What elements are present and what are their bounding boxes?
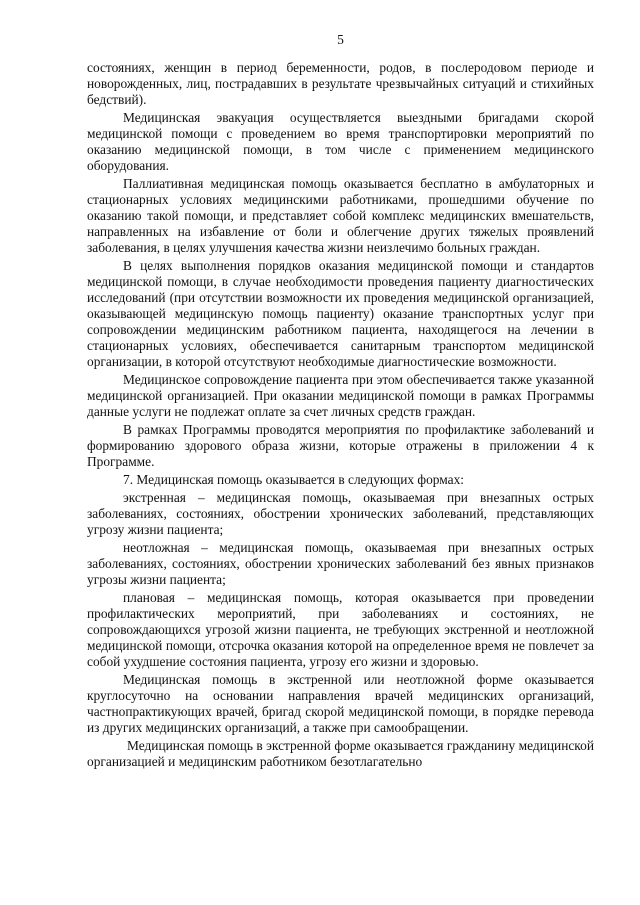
paragraph-urgent-form: неотложная – медицинская помощь, оказываемая при внезапных острых заболеваниях, состояниях, обострении хронических заболеваний без явных признаков угрозы жизни пациента;	[87, 540, 594, 587]
paragraph-forms-heading: 7. Медицинская помощь оказывается в следующих формах:	[123, 472, 465, 487]
paragraph-palliative-care: Паллиативная медицинская помощь оказывается бесплатно в амбулаторных и стационарных условиях медицинскими работниками, прошедшими обучение по оказанию такой помощи, и представляет собой комплекс медицинских вмешательств, направленных на избавление от боли и облегчение других тяжелых проявлений заболевания, в целях улучшения качества жизни неизлечимо больных граждан.	[87, 176, 594, 255]
document-body	[87, 60, 594, 770]
paragraph-emergency-form: экстренная – медицинская помощь, оказываемая при внезапных острых заболеваниях, состояниях, обострении хронических заболеваний, представляющих угрозу жизни пациента;	[87, 490, 594, 537]
paragraph-medical-escort: Медицинское сопровождение пациента при этом обеспечивается также указанной медицинской организацией. При оказании медицинской помощи в рамках Программы данные услуги не подлежат оплате за счет личных средств граждан.	[87, 372, 594, 419]
paragraph-emergency-provision: Медицинская помощь в экстренной форме оказывается гражданину медицинской организацией и медицинским работником безотлагательно	[87, 738, 594, 769]
paragraph-prevention: В рамках Программы проводятся мероприятия по профилактике заболеваний и формированию здорового образа жизни, которые отражены в приложении 4 к Программе.	[87, 422, 594, 469]
paragraph-round-the-clock: Медицинская помощь в экстренной или неотложной форме оказывается круглосуточно на основании направления врачей медицинских организаций, частнопрактикующих врачей, бригад скорой медицинской помощи, в порядке перевода из других медицинских организаций, а также при самообращении.	[87, 672, 594, 735]
page-number: 5	[337, 32, 344, 47]
paragraph-medical-evacuation: Медицинская эвакуация осуществляется выездными бригадами скорой медицинской помощи с проведением во время транспортировки мероприятий по оказанию медицинской помощи, в том числе с применением медицинского оборудования.	[87, 110, 594, 173]
paragraph-planned-form: плановая – медицинская помощь, которая оказывается при проведении профилактических мероприятий, при заболеваниях и состояниях, не сопровождающихся угрозой жизни пациента, не требующих экстренной и неотложной медицинской помощи, отсрочка оказания которой на определенное время не повлечет за собой ухудшение состояния пациента, угрозу его жизни и здоровью.	[87, 590, 594, 669]
paragraph-transport-services: В целях выполнения порядков оказания медицинской помощи и стандартов медицинской помощи, в случае необходимости проведения пациенту диагностических исследований (при отсутствии возможности их проведения медицинской организацией, оказывающей медицинскую помощь пациенту) оказание транспортных услуг при сопровождении медицинским работником пациента, находящегося на лечении в стационарных условиях, обеспечивается санитарным транспортом медицинской организации, в которой отсутствуют необходимые диагностические возможности.	[87, 258, 594, 369]
paragraph-continuation: состояниях, женщин в период беременности, родов, в послеродовом периоде и новорожденных, лиц, пострадавших в результате чрезвычайных ситуаций и стихийных бедствий).	[87, 60, 594, 107]
